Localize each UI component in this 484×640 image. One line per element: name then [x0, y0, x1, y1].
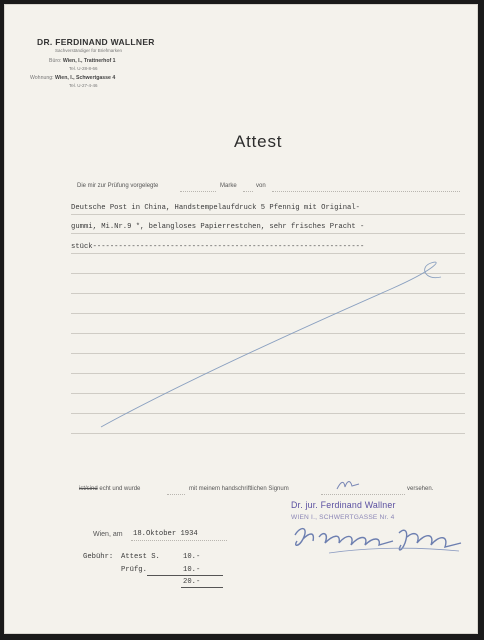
closing-versehen: versehen.	[407, 486, 434, 492]
closing-text	[79, 486, 140, 492]
handwritten-signum	[335, 477, 363, 493]
fee-pruefg-label: Prüfg.	[121, 566, 147, 574]
ruled-line	[71, 233, 465, 234]
closing-echt: echt und wurde	[99, 486, 141, 492]
fee-pruefg-value: 10.-	[183, 566, 201, 574]
sum-underline	[147, 575, 223, 576]
date-value: 18.Oktober 1934	[133, 530, 198, 538]
total-underline	[181, 587, 223, 588]
office-tel: Tel. U-28-8-66	[69, 66, 98, 71]
signature	[289, 517, 469, 573]
home-label: Wohnung:	[30, 75, 54, 81]
strike-out-flourish	[91, 255, 451, 435]
intro-text: Die mir zur Prüfung vorgelegte	[77, 183, 159, 189]
fee-label: Gebühr:	[83, 553, 114, 561]
date-label: Wien, am	[93, 531, 123, 538]
dotted-rule	[272, 191, 460, 192]
dotted-rule	[243, 191, 253, 192]
home-address: Wien, I., Schwertgasse 4	[55, 75, 116, 81]
intro-marke: Marke	[220, 183, 237, 189]
stamp-address: WIEN I., SCHWERTGASSE Nr. 4	[291, 514, 395, 521]
fee-attest-value: 10.-	[183, 553, 201, 561]
stamp-name: Dr. jur. Ferdinand Wallner	[291, 500, 396, 510]
letterhead-home	[30, 75, 115, 81]
ruled-line	[71, 214, 465, 215]
closing-mit: mit meinem handschriftlichen Signum	[189, 486, 289, 492]
dotted-rule	[321, 494, 405, 495]
dotted-rule	[180, 191, 216, 192]
office-label: Büro:	[49, 58, 62, 64]
dotted-rule	[131, 540, 227, 541]
ist-sind: ist/sind	[79, 486, 98, 492]
fee-total-value: 20.-	[183, 578, 201, 586]
home-tel: Tel. U-27-4-46	[69, 83, 98, 88]
office-address: Wien, I., Trattnerhof 1	[62, 58, 116, 64]
typed-line-1: Deutsche Post in China, Handstempelaufdruck 5 Pfennig mit Original-	[71, 204, 360, 212]
typed-line-2: gummi, Mi.Nr.9 *, belangloses Papierrestchen, sehr frisches Pracht -	[71, 223, 365, 231]
ruled-line	[71, 253, 465, 254]
fee-attest-label: Attest S.	[121, 553, 160, 561]
letterhead-name: DR. FERDINAND WALLNER	[37, 37, 155, 47]
dotted-rule	[167, 494, 185, 495]
intro-von: von	[256, 183, 266, 189]
certificate-page	[4, 4, 478, 634]
document-title: Attest	[234, 132, 283, 151]
typed-line-3: stück---------------------------------------------------------------	[71, 243, 365, 251]
letterhead-subtitle: Sachverständiger für Briefmarken	[55, 48, 123, 53]
letterhead-office	[49, 58, 116, 64]
